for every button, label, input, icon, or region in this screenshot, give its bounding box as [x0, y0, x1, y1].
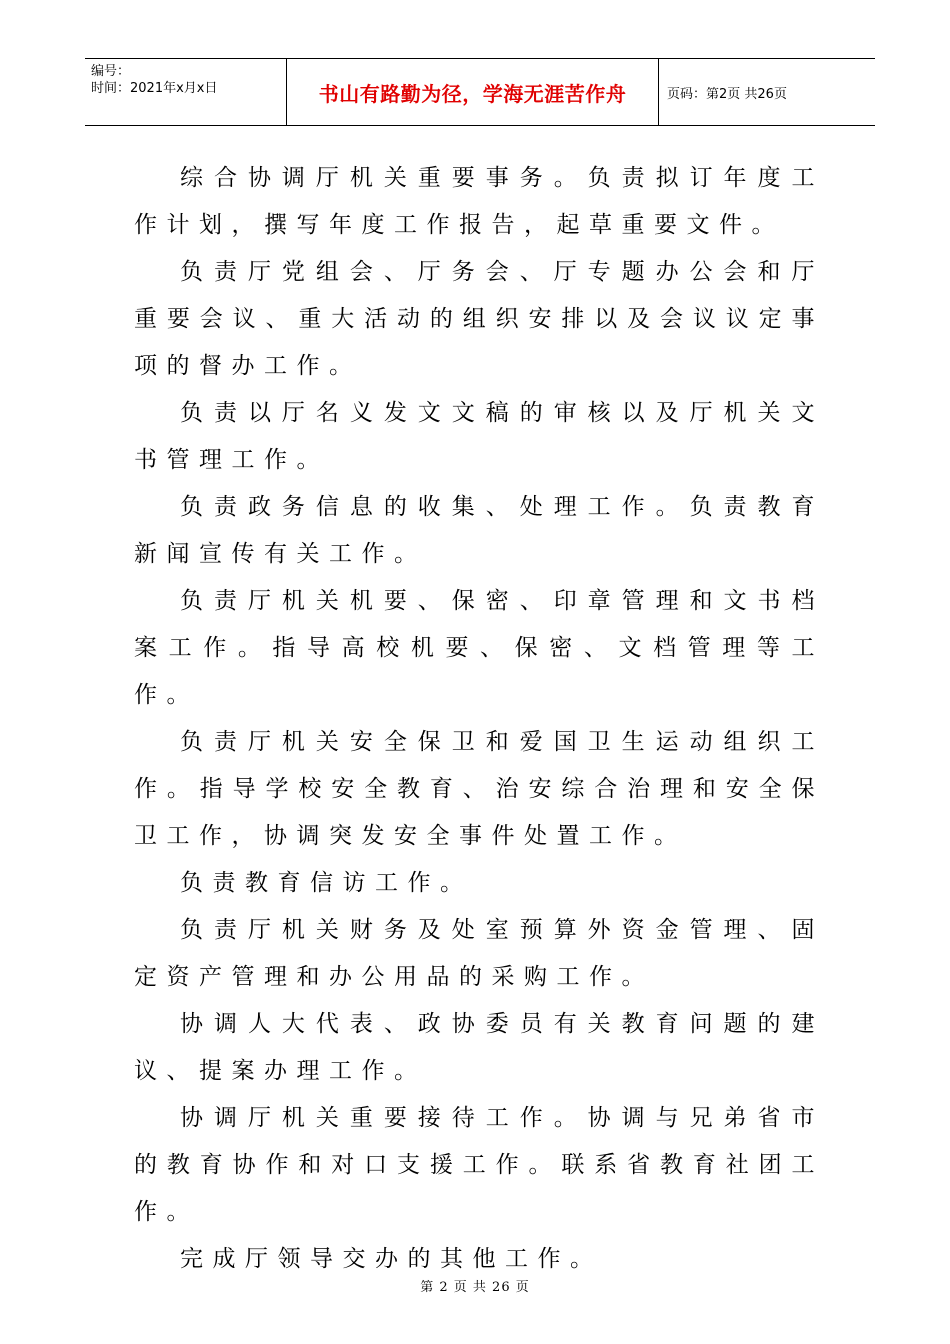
- header-motto-cell: [287, 59, 659, 125]
- duty-paragraph: 协调厅机关重要接待工作。协调与兄弟省市的教育协作和对口支援工作。联系省教育社团工作。: [134, 1105, 824, 1225]
- footer-page-number: 第 2 页 共 26 页: [420, 1280, 530, 1295]
- duty-paragraph: 负责教育信访工作。: [180, 870, 473, 896]
- page-footer: [0, 1276, 950, 1295]
- document-date: 时间：2021年x月x日: [91, 81, 218, 96]
- duty-paragraph: 完成厅领导交办的其他工作。: [180, 1246, 603, 1272]
- header-motto: 书山有路勤为径，学海无涯苦作舟: [318, 81, 627, 106]
- page-header: [85, 58, 875, 126]
- header-meta-cell: [85, 59, 287, 125]
- duty-paragraph: 负责厅机关财务及处室预算外资金管理、固定资产管理和办公用品的采购工作。: [134, 917, 824, 990]
- duty-paragraph: 负责厅机关安全保卫和爱国卫生运动组织工作。指导学校安全教育、治安综合治理和安全保卫工作，协调突发安全事件处置工作。: [134, 729, 824, 849]
- header-page-info: 页码：第2页 共26页: [667, 86, 787, 102]
- duty-paragraph: 负责厅机关机要、保密、印章管理和文书档案工作。指导高校机要、保密、文档管理等工作。: [134, 588, 824, 708]
- duty-paragraph: 负责厅党组会、厅务会、厅专题办公会和厅重要会议、重大活动的组织安排以及会议议定事项的督办工作。: [134, 259, 824, 379]
- duty-paragraph: 负责政务信息的收集、处理工作。负责教育新闻宣传有关工作。: [134, 494, 824, 567]
- document-body: [134, 155, 824, 1283]
- duty-paragraph: 协调人大代表、政协委员有关教育问题的建议、提案办理工作。: [134, 1011, 824, 1084]
- header-page-cell: [659, 59, 875, 125]
- duty-paragraph: 综合协调厅机关重要事务。负责拟订年度工作计划，撰写年度工作报告，起草重要文件。: [134, 165, 824, 238]
- duty-paragraph: 负责以厅名义发文文稿的审核以及厅机关文书管理工作。: [134, 400, 824, 473]
- document-number-label: 编号：: [91, 64, 131, 79]
